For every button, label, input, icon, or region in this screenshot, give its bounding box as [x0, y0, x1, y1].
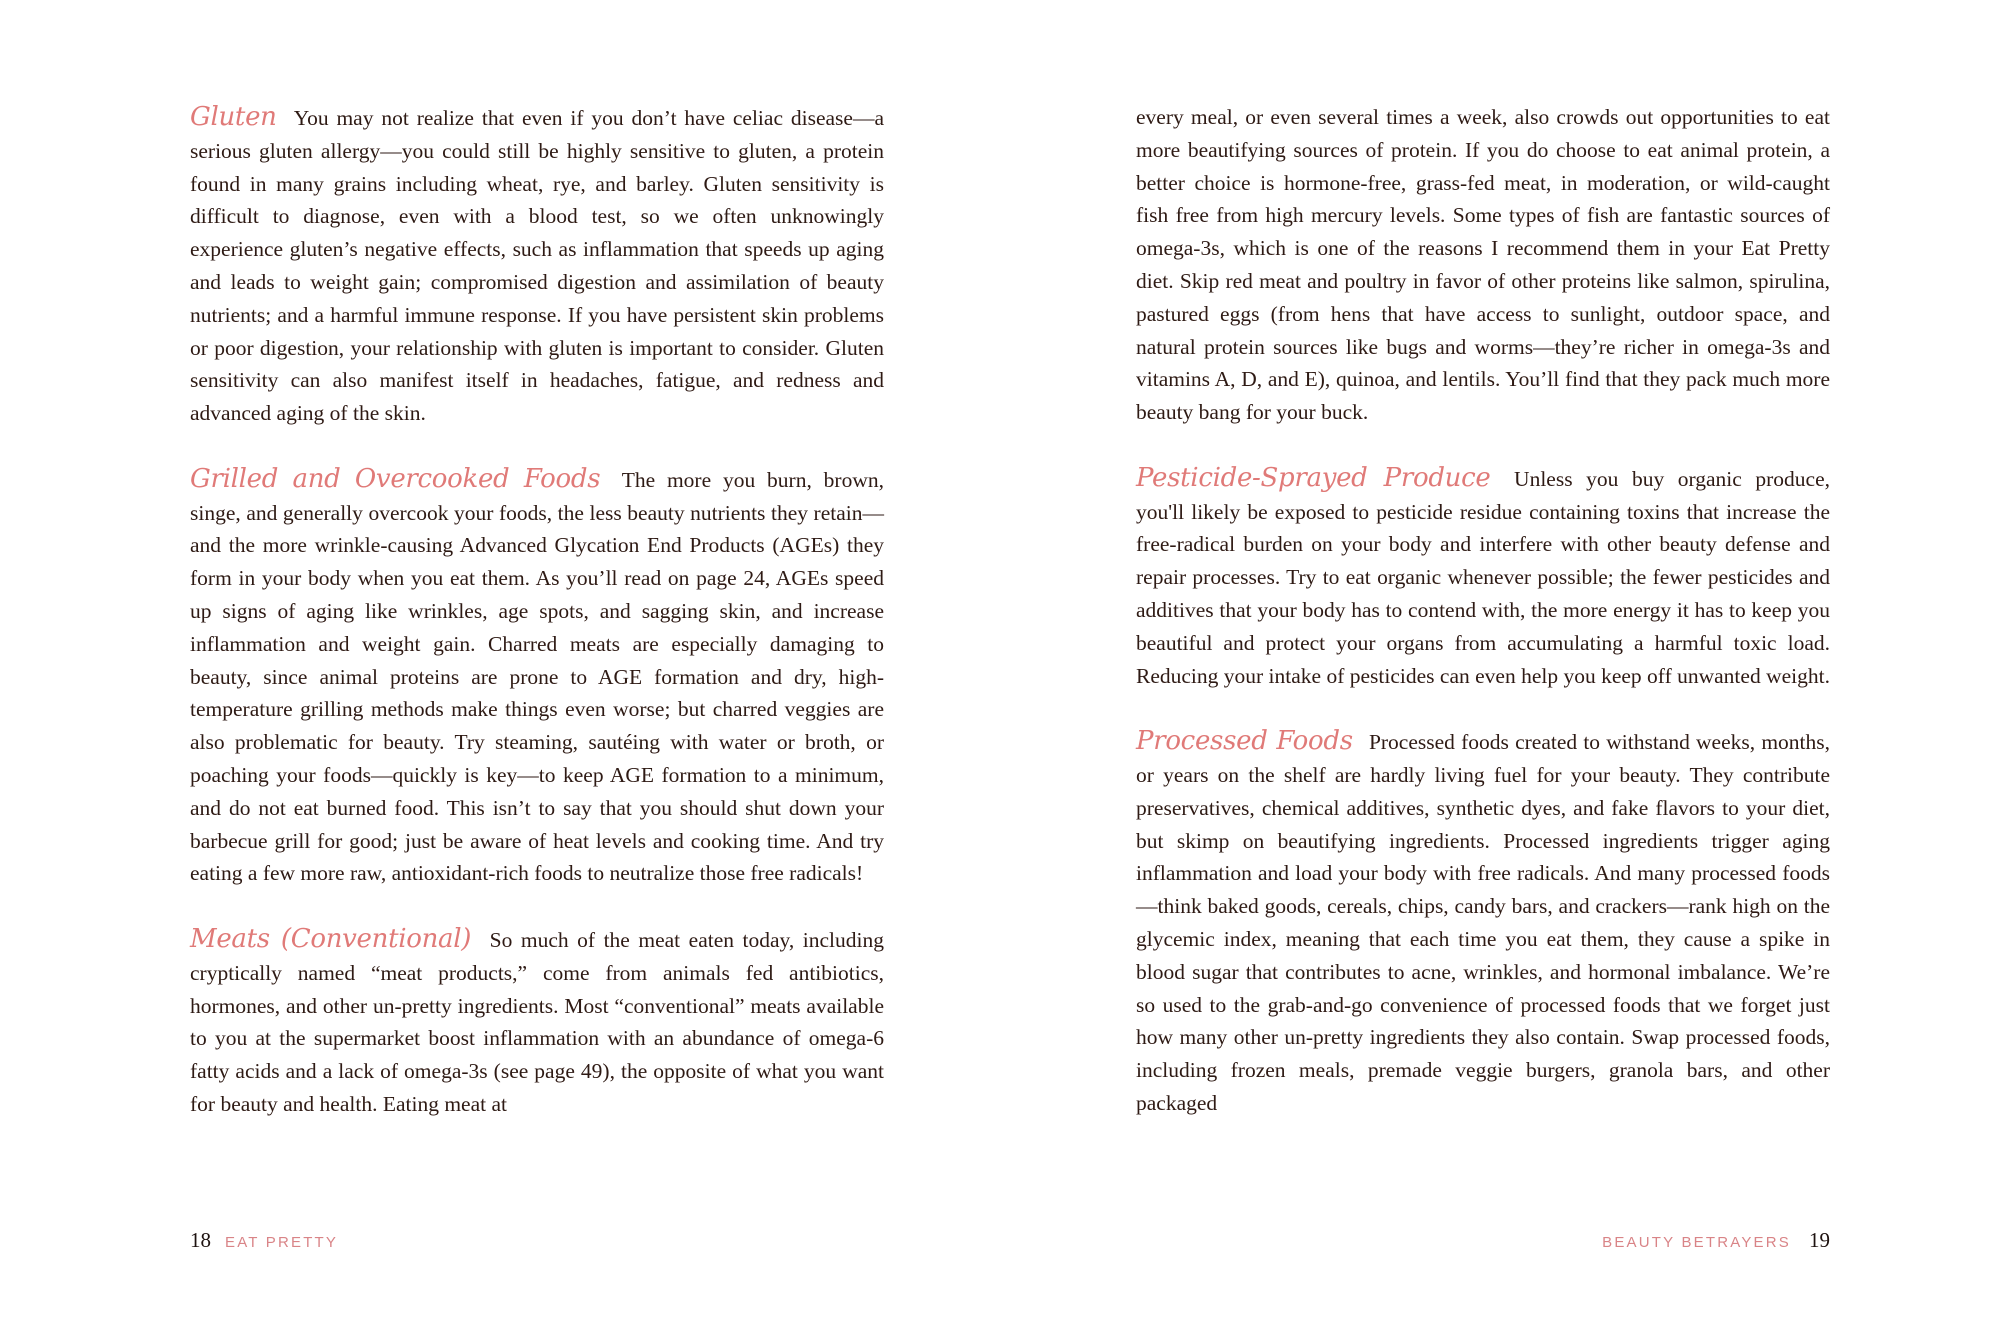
entry-processed-foods	[1136, 725, 1830, 1120]
left-page-footer	[190, 1228, 338, 1255]
continuation-paragraph	[1136, 101, 1830, 429]
entry-body: Processed foods created to withstand weeks, months, or years on the shelf are hardly living fuel for your beauty. They contribute preservatives, chemical additives, synthetic dyes, and fake flavors to your diet, but skimp on beautifying ingredients. Processed ingredients trigger aging inflammation and load your body with free radicals. And many processed foods—think baked goods, cereals, chips, candy bars, and crackers—rank high on the glycemic index, meaning that each time you eat them, they cause a spike in blood sugar that contributes to acne, wrinkles, and hormonal imbalance. We’re so used to the grab-and-go convenience of processed foods that we forget just how many other un-pretty ingredients they also contain. Swap processed foods, including frozen meals, premade veggie burgers, granola bars, and other packaged	[1136, 730, 1831, 1115]
right-page-footer	[1602, 1228, 1830, 1255]
right-page	[1000, 0, 2000, 1330]
entry-pesticide-sprayed-produce	[1136, 462, 1830, 693]
running-head: EAT PRETTY	[225, 1234, 339, 1251]
entry-heading: Pesticide-Sprayed Produce	[1136, 462, 1491, 493]
page-number: 19	[1809, 1228, 1830, 1252]
entry-heading: Meats (Conventional)	[190, 923, 472, 954]
left-text-column	[190, 101, 884, 1154]
entry-gluten	[190, 101, 884, 430]
entry-body: You may not realize that even if you don’t have celiac disease—a serious gluten allergy—you could still be highly sensitive to gluten, a protein found in many grains including wheat, rye, and barley. Gluten sensitivity is difficult to diagnose, even with a blood test, so we often unknowingly experience gluten’s negative effects, such as inflammation that speeds up aging and leads to weight gain; compromised digestion and assimilation of beauty nutrients; and a harmful immune response. If you have persistent skin problems or poor digestion, your relationship with gluten is important to consider. Gluten sensitivity can also manifest itself in headaches, fatigue, and redness and advanced aging of the skin.	[190, 106, 884, 426]
entry-body: every meal, or even several times a week, also crowds out opportunities to eat more beautifying sources of protein. If you do choose to eat animal protein, a better choice is hormone-free, grass-fed meat, in moderation, or wild-caught fish free from high mercury levels. Some types of fish are fantastic sources of omega-3s, which is one of the reasons I recommend them in your Eat Pretty diet. Skip red meat and poultry in favor of other proteins like salmon, spirulina, pastured eggs (from hens that have access to sunlight, outdoor space, and natural protein sources like bugs and worms—they’re richer in omega-3s and vitamins A, D, and E), quinoa, and lentils. You’ll find that they pack much more beauty bang for your buck.	[1136, 105, 1830, 425]
entry-heading: Gluten	[190, 102, 277, 132]
entry-heading: Grilled and Overcooked Foods	[190, 463, 601, 494]
running-head: BEAUTY BETRAYERS	[1602, 1234, 1791, 1251]
entry-body: So much of the meat eaten today, including cryptically named “meat products,” come from animals fed antibiotics, hormones, and other un-pretty ingredients. Most “conventional” meats available to you at the supermarket boost inflammation with an abundance of omega-6 fatty acids and a lack of omega-3s (see page 49), the opposite of what you want for beauty and health. Eating meat at	[190, 927, 884, 1116]
right-text-column	[1136, 101, 1830, 1153]
entry-heading: Processed Foods	[1136, 726, 1353, 757]
entry-body: The more you burn, brown, singe, and generally overcook your foods, the less beauty nutrients they retain—and the more wrinkle-causing Advanced Glycation End Products (AGEs) they form in your body when you eat them. As you’ll read on page 24, AGEs speed up signs of aging like wrinkles, age spots, and sagging skin, and increase inflammation and weight gain. Charred meats are especially damaging to beauty, since animal proteins are prone to AGE formation and dry, high-temperature grilling methods make things even worse; but charred veggies are also problematic for beauty. Try steaming, sautéing with water or broth, or poaching your foods—quickly is key—to keep AGE formation to a minimum, and do not eat burned food. This isn’t to say that you should shut down your barbecue grill for good; just be aware of heat levels and cooking time. And try eating a few more raw, antioxidant-rich foods to neutralize those free radicals!	[190, 467, 884, 886]
page-number: 18	[190, 1228, 211, 1252]
entry-grilled-overcooked-foods	[190, 463, 884, 890]
entry-body: Unless you buy organic produce, you'll likely be exposed to pesticide residue containing toxins that increase the free-radical burden on your body and interfere with other beauty defense and repair processes. Try to eat organic whenever possible; the fewer pesticides and additives that your body has to contend with, the more energy it has to keep you beautiful and protect your organs from accumulating a harmful toxic load. Reducing your intake of pesticides can even help you keep off unwanted weight.	[1136, 466, 1831, 688]
entry-meats-conventional	[190, 923, 884, 1121]
